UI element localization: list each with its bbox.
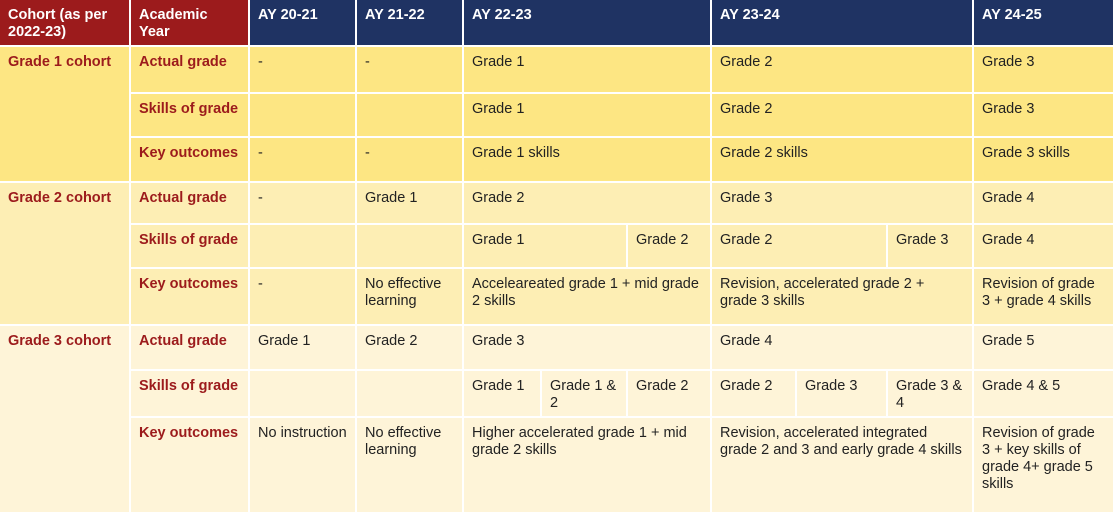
table-cell: Grade 1 & 2 bbox=[542, 371, 628, 418]
table-cell: Grade 3 bbox=[974, 47, 1115, 94]
table-cell: Grade 4 & 5 bbox=[974, 371, 1115, 418]
table-cell: Acceleareated grade 1 + mid grade 2 skills bbox=[464, 269, 712, 326]
row-label-actual-grade: Actual grade bbox=[131, 47, 250, 94]
table-cell: No instruction bbox=[250, 418, 357, 514]
table-cell: Grade 3 bbox=[712, 183, 974, 225]
table-cell: Grade 4 bbox=[974, 183, 1115, 225]
table-cell bbox=[250, 225, 357, 269]
table-cell bbox=[250, 371, 357, 418]
table-cell: Grade 1 bbox=[464, 94, 712, 138]
table-cell: Grade 1 skills bbox=[464, 138, 712, 183]
table-cell: Grade 3 bbox=[974, 94, 1115, 138]
table-cell: Revision of grade 3 + key skills of grade 4+ grade 5 skills bbox=[974, 418, 1115, 514]
table-cell: Grade 2 skills bbox=[712, 138, 974, 183]
header-year: AY 21-22 bbox=[357, 0, 464, 47]
table-cell: Grade 3 bbox=[797, 371, 888, 418]
table-cell: No effective learning bbox=[357, 418, 464, 514]
table-cell bbox=[357, 225, 464, 269]
table-row bbox=[0, 371, 1115, 418]
header-row bbox=[0, 0, 1115, 47]
header-academic-year: Academic Year bbox=[131, 0, 250, 47]
table-row bbox=[0, 326, 1115, 371]
table-cell: Grade 2 bbox=[628, 371, 712, 418]
row-label-skills-of-grade: Skills of grade bbox=[131, 94, 250, 138]
table-cell: Grade 2 bbox=[712, 371, 797, 418]
table-row bbox=[0, 47, 1115, 94]
table-cell: Higher accelerated grade 1 + mid grade 2 skills bbox=[464, 418, 712, 514]
table-cell: Revision of grade 3 + grade 4 skills bbox=[974, 269, 1115, 326]
table-cell: Grade 2 bbox=[712, 225, 888, 269]
table-cell: Grade 3 skills bbox=[974, 138, 1115, 183]
table-cell: - bbox=[357, 47, 464, 94]
header-cohort: Cohort (as per 2022-23) bbox=[0, 0, 131, 47]
table-cell: Grade 2 bbox=[357, 326, 464, 371]
header-year: AY 23-24 bbox=[712, 0, 974, 47]
row-label-skills-of-grade: Skills of grade bbox=[131, 225, 250, 269]
cohort-label: Grade 2 cohort bbox=[0, 183, 131, 326]
header-year: AY 20-21 bbox=[250, 0, 357, 47]
table-cell: Grade 1 bbox=[464, 47, 712, 94]
table-cell: Grade 2 bbox=[464, 183, 712, 225]
table-cell bbox=[250, 94, 357, 138]
table-cell: - bbox=[250, 47, 357, 94]
table-cell: Grade 2 bbox=[628, 225, 712, 269]
table-cell: Grade 1 bbox=[250, 326, 357, 371]
table-cell bbox=[357, 94, 464, 138]
header-year: AY 22-23 bbox=[464, 0, 712, 47]
cohort-label: Grade 3 cohort bbox=[0, 326, 131, 514]
table-row bbox=[0, 269, 1115, 326]
header-year: AY 24-25 bbox=[974, 0, 1115, 47]
table-cell: Grade 1 bbox=[464, 225, 628, 269]
table-cell: - bbox=[357, 138, 464, 183]
table-cell: Grade 3 bbox=[464, 326, 712, 371]
table-row bbox=[0, 183, 1115, 225]
table-cell: - bbox=[250, 138, 357, 183]
table-cell: Grade 4 bbox=[974, 225, 1115, 269]
table-cell: Grade 3 & 4 bbox=[888, 371, 974, 418]
table-cell: Grade 1 bbox=[464, 371, 542, 418]
row-label-actual-grade: Actual grade bbox=[131, 326, 250, 371]
table-cell: - bbox=[250, 269, 357, 326]
table-cell: Revision, accelerated integrated grade 2 and 3 and early grade 4 skills bbox=[712, 418, 974, 514]
table-cell: Grade 2 bbox=[712, 47, 974, 94]
table-cell: Grade 4 bbox=[712, 326, 974, 371]
row-label-skills-of-grade: Skills of grade bbox=[131, 371, 250, 418]
table-cell: Grade 3 bbox=[888, 225, 974, 269]
table-cell: Grade 1 bbox=[357, 183, 464, 225]
table-row bbox=[0, 418, 1115, 514]
row-label-actual-grade: Actual grade bbox=[131, 183, 250, 225]
table-row bbox=[0, 225, 1115, 269]
table-cell: Grade 2 bbox=[712, 94, 974, 138]
table-row bbox=[0, 94, 1115, 138]
table-cell: No effective learning bbox=[357, 269, 464, 326]
row-label-key-outcomes: Key outcomes bbox=[131, 418, 250, 514]
table-cell bbox=[357, 371, 464, 418]
table-cell: - bbox=[250, 183, 357, 225]
row-label-key-outcomes: Key outcomes bbox=[131, 269, 250, 326]
row-label-key-outcomes: Key outcomes bbox=[131, 138, 250, 183]
cohort-label: Grade 1 cohort bbox=[0, 47, 131, 183]
table-row bbox=[0, 138, 1115, 183]
table-cell: Revision, accelerated grade 2 + grade 3 skills bbox=[712, 269, 974, 326]
table-cell: Grade 5 bbox=[974, 326, 1115, 371]
